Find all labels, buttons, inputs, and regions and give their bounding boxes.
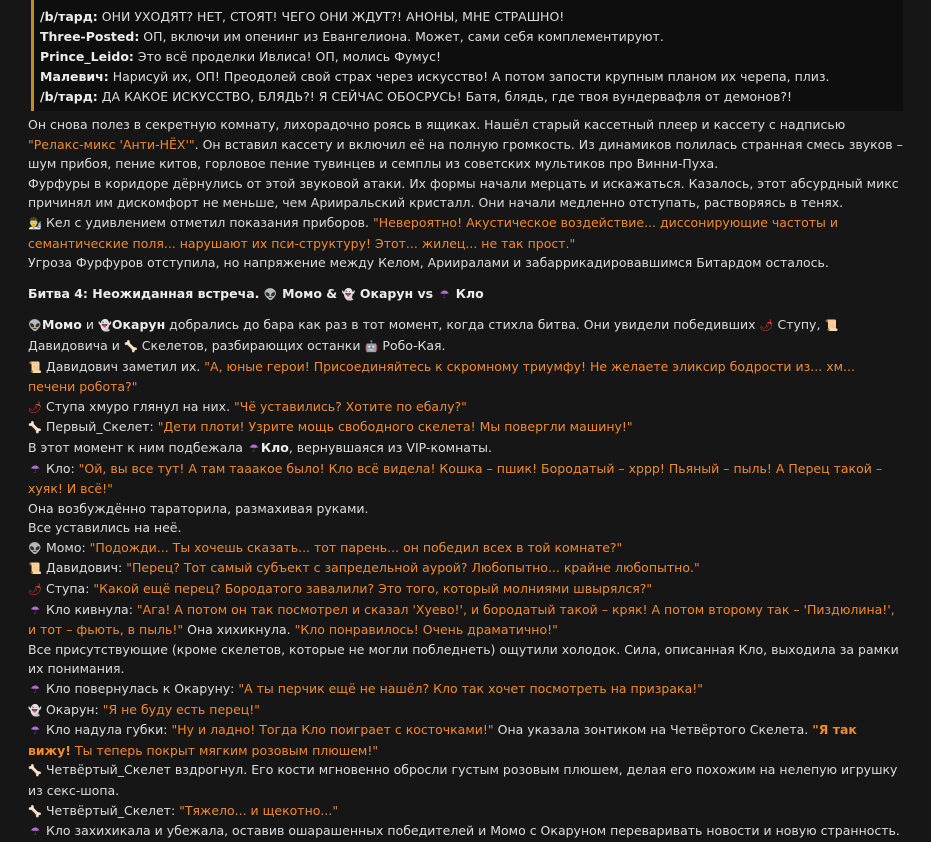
chili-icon: 🌶 [759,319,774,333]
bone-icon: 🦴 [123,339,138,353]
paragraph: Угроза Фурфуров отступила, но напряжение между Келом, Арииралами и забаррикадировавшимся Битардом осталось. [28,255,829,271]
ghost-icon: 👻 [28,703,42,717]
paragraph: Все уставились на неё. [28,520,182,536]
speaker: /b/тард: [40,89,98,104]
paragraph: ☂ Кло надула губки: "Ну и ладно! Тогда Кло поиграет с косточками!" Она указала зонтиком на Четвёртого Скелета. "Я так вижу! Ты теперь покрыт мягким розовым плюшем!" [28,722,857,758]
paragraph: 📜 Давидович: "Перец? Тот самый субъект с запредельной аурой? Любопытно... крайне любопытно." [28,558,903,579]
paragraph: ☂ Кло захихикала и убежала, оставив ошарашенных победителей и Момо с Окаруном переваривать новости и новую странность. [28,821,903,842]
quote-line: Prince_Leido: Это всё проделки Ивлиса! ОП, молись Фумус! [40,49,441,64]
paragraph: 🦴 Четвёртый_Скелет: "Тяжело... и щекотно..." [28,801,903,822]
speaker: Three-Posted: [40,29,140,44]
scroll-icon: 📜 [28,562,42,576]
paragraph: 🌶 Ступа: "Какой ещё перец? Бородатого завалили? Это того, который молниями швырялся?" [28,579,903,600]
quote-line: Three-Posted: ОП, включи им опенинг из Евангелиона. Может, сами себя комплементируют. [40,29,664,44]
umbrella-icon: ☂ [30,462,40,476]
paragraph: Он снова полез в секретную комнату, лихорадочно роясь в ящиках. Нашёл старый кассетный плеер и кассету с надписью "Релакс-микс 'Анти-НЁХ'". Он вставил кассету и включил её на полную громкость. Из динамиков полилась странная смесь звуков – шум прибоя, пение китов, горловое пение тувинцев и семплы из советских мультиков про Винни-Пуха. [28,117,903,172]
chili-icon: 🌶 [28,400,42,414]
paragraph: 🦴 Первый_Скелет: "Дети плоти! Узрите мощь свободного скелета! Мы повергли машину!" [28,417,903,438]
paragraph: 👽Момо и 👻Окарун добрались до бара как раз в тот момент, когда стихла битва. Они увидели победивших 🌶 Ступу, 📜Давидовича и 🦴 Скелетов, разбирающих останки 🤖 Робо-Кая. [28,315,903,356]
alien-icon: 👽 [28,319,42,333]
paragraph: ☂ Кло кивнула: "Ага! А потом он так посмотрел и сказал 'Хуево!', и бородатый такой – кряк! А потом второму так – 'Пиздюлина!', и тот – фьють, в пыль!" Она хихикнула. "Кло понравилось! Очень драматично!" [28,601,895,638]
quote-line: /b/тард: ДА КАКОЕ ИСКУССТВО, БЛЯДЬ?! Я СЕЙЧАС ОБОСРУСЬ! Батя, блядь, где твоя вундервафля от демонов?! [40,89,792,104]
paragraph: 🌶 Ступа хмуро глянул на них. "Чё уставились? Хотите по ебалу?" [28,397,903,418]
alien-icon: 👽 [263,287,278,301]
umbrella-icon: ☂ [248,441,259,455]
ghost-icon: 👻 [98,319,112,333]
paragraph: Фурфуры в коридоре дёрнулись от этой звуковой атаки. Их формы начали мерцать и искажаться. Казалось, этот абсурдный микс причинял им дискомфорт не меньше, чем Арииральский кристалл. Они начали медленно отступать, растворяясь в тенях. [28,175,899,211]
scroll-icon: 📜 [824,319,839,333]
paragraph: В этот момент к ним подбежала ☂ Кло, вернувшаяся из VIP-комнаты. [28,438,903,459]
quote-line: /b/тард: ОНИ УХОДЯТ? НЕТ, СТОЯТ! ЧЕГО ОНИ ЖДУТ?! АНОНЫ, МНЕ СТРАШНО! [40,9,565,24]
paragraph: 🦴 Четвёртый_Скелет вздрогнул. Его кости мгновенно обросли густым розовым плюшем, делая его похожим на нелепую игрушку из секс-шопа. [28,762,898,798]
umbrella-icon: ☂ [30,683,40,697]
paragraph: 👽 Момо: "Подожди... Ты хочешь сказать... тот парень... он победил всех в той комнате?" [28,538,903,559]
bone-icon: 🦴 [28,764,42,778]
speaker: Prince_Leido: [40,49,134,64]
scroll-icon: 📜 [28,360,42,374]
quote-line: Малевич: Нарисуй их, ОП! Преодолей свой страх через искусство! А потом запости крупным планом их черепа, плиз. [40,69,830,84]
paragraph: 👨‍🔬 Кел с удивлением отметил показания приборов. "Невероятно! Акустическое воздействие... диссонирующие частоты и семантические поля... нарушают их пси-структуру! Этот... жилец... не так прост." [28,214,838,251]
paragraph: Все присутствующие (кроме скелетов, которые не могли побледнеть) ощутили холодок. Сила, описанная Кло, выходила за рамки их понимания. [28,641,899,677]
umbrella-icon: ☂ [30,724,40,738]
chili-icon: 🌶 [28,583,42,597]
robot-icon: 🤖 [364,339,379,353]
speaker: /b/тард: [40,9,98,24]
speaker: Малевич: [40,69,109,84]
section-heading: Битва 4: Неожиданная встреча. 👽 Момо & 👻 Окарун vs ☂ Кло [28,284,903,305]
paragraph: ☂ Кло повернулась к Окаруну: "А ты перчик ещё не нашёл? Кло так хочет посмотреть на призрака!" [28,679,903,700]
paragraph: 📜 Давидович заметил их. "А, юные герои! Присоединяйтесь к скромному триумфу! Не желаете эликсир бодрости из... хм... печени робота?" [28,358,855,395]
scientist-icon: 👨‍🔬 [28,216,42,230]
umbrella-icon: ☂ [439,287,450,301]
paragraph: ☂ Кло: "Ой, вы все тут! А там тааакое было! Кло всё видела! Кошка – пшик! Бородатый – хррр! Пьяный – пыль! А Перец такой – хуяк! И всё!" [28,460,883,497]
paragraph: 👻 Окарун: "Я не буду есть перец!" [28,700,903,721]
bone-icon: 🦴 [28,421,42,435]
ghost-icon: 👻 [341,287,356,301]
blockquote [31,0,903,111]
paragraph: Она возбуждённо тараторила, размахивая руками. [28,500,369,516]
umbrella-icon: ☂ [30,825,40,839]
alien-icon: 👽 [28,541,42,555]
bone-icon: 🦴 [28,804,42,818]
umbrella-icon: ☂ [30,603,40,617]
